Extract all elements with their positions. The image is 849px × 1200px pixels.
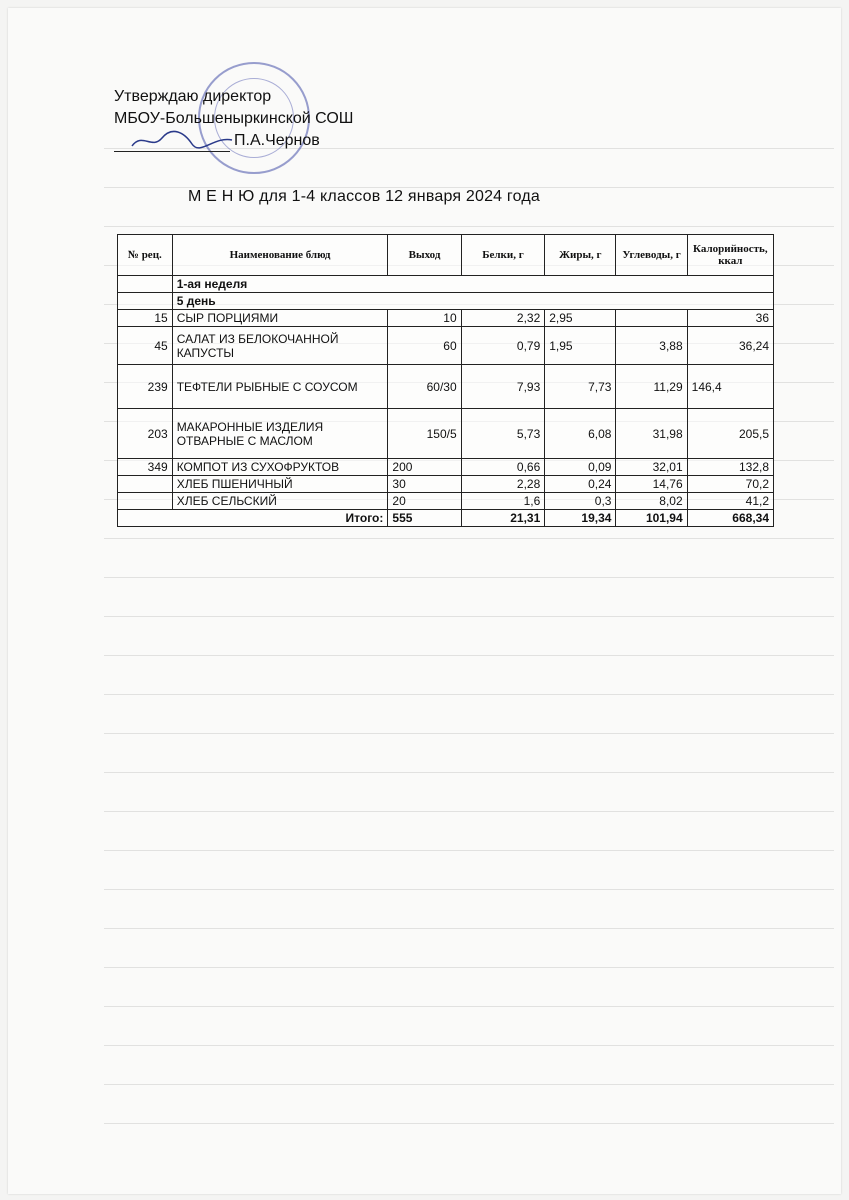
table-row xyxy=(118,310,774,327)
protein: 2,28 xyxy=(461,476,545,493)
col-kcal: Калорийность, ккал xyxy=(687,235,773,276)
carbs xyxy=(616,310,687,327)
dish-name: ХЛЕБ СЕЛЬСКИЙ xyxy=(172,493,388,510)
fat: 0,09 xyxy=(545,459,616,476)
kcal: 146,4 xyxy=(687,365,773,409)
total-kcal: 668,34 xyxy=(687,510,773,527)
protein: 2,32 xyxy=(461,310,545,327)
carbs: 14,76 xyxy=(616,476,687,493)
yield: 60 xyxy=(388,327,461,365)
fat: 1,95 xyxy=(545,327,616,365)
dish-name: ТЕФТЕЛИ РЫБНЫЕ С СОУСОМ xyxy=(172,365,388,409)
fat: 6,08 xyxy=(545,409,616,459)
recipe-no: 203 xyxy=(118,409,173,459)
menu-table xyxy=(117,234,774,527)
signature-underline xyxy=(114,137,230,152)
carbs: 8,02 xyxy=(616,493,687,510)
total-carbs: 101,94 xyxy=(616,510,687,527)
col-fat: Жиры, г xyxy=(545,235,616,276)
table-row xyxy=(118,493,774,510)
recipe-no: 15 xyxy=(118,310,173,327)
kcal: 36 xyxy=(687,310,773,327)
day-label: 5 день xyxy=(172,293,773,310)
fat: 7,73 xyxy=(545,365,616,409)
table-row xyxy=(118,327,774,365)
dish-name: САЛАТ ИЗ БЕЛОКОЧАННОЙ КАПУСТЫ xyxy=(172,327,388,365)
menu-title: М Е Н Ю для 1-4 классов 12 января 2024 года xyxy=(188,188,540,205)
protein: 7,93 xyxy=(461,365,545,409)
yield: 60/30 xyxy=(388,365,461,409)
table-row xyxy=(118,459,774,476)
dish-name: МАКАРОННЫЕ ИЗДЕЛИЯ ОТВАРНЫЕ С МАСЛОМ xyxy=(172,409,388,459)
col-yield: Выход xyxy=(388,235,461,276)
fat: 0,24 xyxy=(545,476,616,493)
kcal: 205,5 xyxy=(687,409,773,459)
col-dish-name: Наименование блюд xyxy=(172,235,388,276)
table-row xyxy=(118,476,774,493)
col-recipe-no: № рец. xyxy=(118,235,173,276)
yield: 10 xyxy=(388,310,461,327)
total-yield: 555 xyxy=(388,510,461,527)
total-label: Итого: xyxy=(118,510,388,527)
table-row xyxy=(118,409,774,459)
protein: 1,6 xyxy=(461,493,545,510)
carbs: 32,01 xyxy=(616,459,687,476)
week-row xyxy=(118,276,774,293)
yield: 200 xyxy=(388,459,461,476)
total-fat: 19,34 xyxy=(545,510,616,527)
recipe-no: 349 xyxy=(118,459,173,476)
yield: 150/5 xyxy=(388,409,461,459)
kcal: 36,24 xyxy=(687,327,773,365)
kcal: 70,2 xyxy=(687,476,773,493)
carbs: 31,98 xyxy=(616,409,687,459)
protein: 0,66 xyxy=(461,459,545,476)
approval-signer-line xyxy=(114,130,353,152)
recipe-no: 239 xyxy=(118,365,173,409)
table-row xyxy=(118,365,774,409)
dish-name: ХЛЕБ ПШЕНИЧНЫЙ xyxy=(172,476,388,493)
fat: 0,3 xyxy=(545,493,616,510)
signer-name: П.А.Чернов xyxy=(234,132,320,149)
week-label: 1-ая неделя xyxy=(172,276,773,293)
recipe-no: 45 xyxy=(118,327,173,365)
day-row xyxy=(118,293,774,310)
approval-line-1: Утверждаю директор xyxy=(114,88,272,105)
yield: 20 xyxy=(388,493,461,510)
protein: 0,79 xyxy=(461,327,545,365)
total-row xyxy=(118,510,774,527)
protein: 5,73 xyxy=(461,409,545,459)
col-protein: Белки, г xyxy=(461,235,545,276)
dish-name: СЫР ПОРЦИЯМИ xyxy=(172,310,388,327)
col-carbs: Углеводы, г xyxy=(616,235,687,276)
kcal: 132,8 xyxy=(687,459,773,476)
recipe-no xyxy=(118,493,173,510)
approval-line-2: МБОУ-Большеныркинской СОШ xyxy=(114,110,354,127)
paper-sheet xyxy=(8,8,841,1194)
total-protein: 21,31 xyxy=(461,510,545,527)
dish-name: КОМПОТ ИЗ СУХОФРУКТОВ xyxy=(172,459,388,476)
kcal: 41,2 xyxy=(687,493,773,510)
yield: 30 xyxy=(388,476,461,493)
table-header-row xyxy=(118,235,774,276)
carbs: 11,29 xyxy=(616,365,687,409)
fat: 2,95 xyxy=(545,310,616,327)
carbs: 3,88 xyxy=(616,327,687,365)
approval-block xyxy=(114,86,353,152)
recipe-no xyxy=(118,476,173,493)
